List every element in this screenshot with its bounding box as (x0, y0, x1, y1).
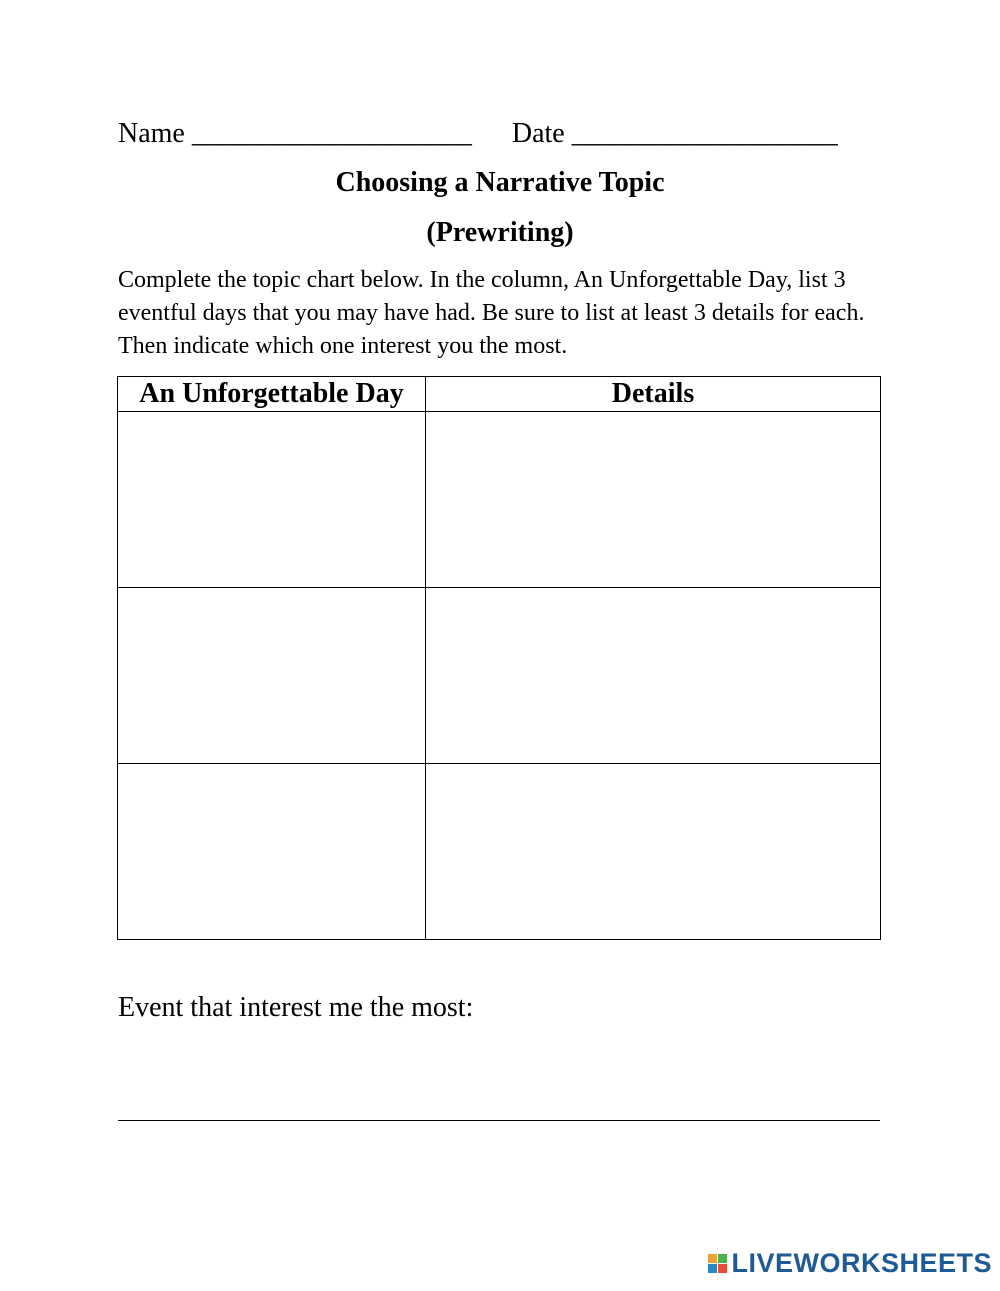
logo-text: LIVEWORKSHEETS (731, 1248, 992, 1278)
details-cell[interactable] (426, 764, 881, 940)
event-prompt: Event that interest me the most: (118, 992, 474, 1023)
table-row (118, 588, 881, 764)
name-date-line (118, 114, 898, 154)
column-header-day: An Unforgettable Day (118, 377, 426, 412)
date-field[interactable]: Date ___________________ (511, 118, 838, 149)
event-answer-line[interactable] (118, 1120, 880, 1121)
logo-square (708, 1254, 717, 1263)
table-row (118, 412, 881, 588)
details-cell[interactable] (426, 588, 881, 764)
liveworksheets-logo (708, 1248, 992, 1279)
logo-square (718, 1254, 727, 1263)
topic-chart-table (117, 376, 881, 940)
instructions-text: Complete the topic chart below. In the column, An Unforgettable Day, list 3 eventful days that you may have had. Be sure to list at least 3 details for each. Then indicate which one interest you the most. (118, 267, 865, 359)
column-header-details: Details (426, 377, 881, 412)
day-cell[interactable] (118, 588, 426, 764)
day-cell[interactable] (118, 764, 426, 940)
name-field[interactable]: Name ____________________ (118, 118, 472, 149)
table-row (118, 764, 881, 940)
logo-square (718, 1264, 727, 1273)
day-cell[interactable] (118, 412, 426, 588)
logo-mark-icon (708, 1254, 727, 1273)
page-subtitle: (Prewriting) (426, 217, 574, 248)
table-header-row (118, 377, 881, 412)
logo-square (708, 1264, 717, 1273)
page-title: Choosing a Narrative Topic (335, 167, 665, 198)
details-cell[interactable] (426, 412, 881, 588)
